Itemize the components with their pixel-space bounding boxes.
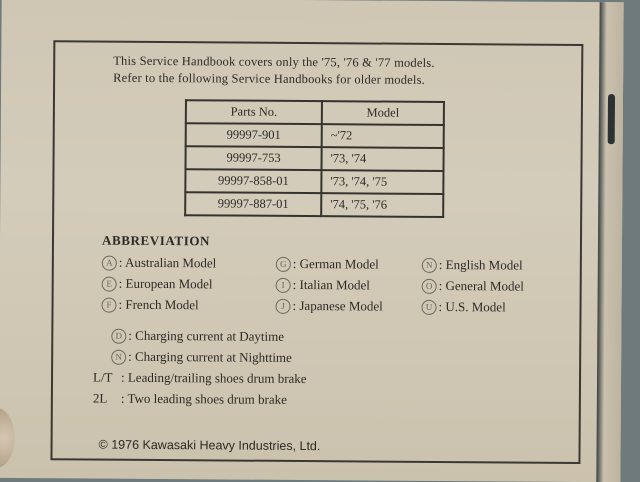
- circled-letter-icon: F: [101, 298, 116, 313]
- code-item: [102, 276, 213, 293]
- model-cell: '73, '74, '75: [321, 170, 443, 194]
- parts-no-cell: 99997-753: [185, 146, 321, 170]
- intro-line-1: This Service Handbook covers only the '75, '76 & '77 models.: [113, 53, 435, 70]
- code-item: [101, 297, 198, 314]
- table-row: [185, 192, 443, 217]
- note-item: [93, 370, 307, 387]
- code-label: : English Model: [438, 256, 523, 273]
- parts-table: [184, 99, 445, 218]
- code-label: : European Model: [118, 275, 213, 292]
- page-tab: [608, 94, 615, 144]
- content-frame: [50, 40, 583, 464]
- code-label: : U.S. Model: [438, 298, 506, 315]
- circled-letter-icon: E: [102, 277, 117, 292]
- note-item: [111, 349, 292, 366]
- code-label: : General Model: [438, 277, 524, 294]
- header-parts-no: Parts No.: [186, 100, 322, 124]
- note-text: : Charging current at Daytime: [128, 327, 285, 344]
- code-item: [422, 278, 524, 295]
- circled-letter-icon: G: [276, 257, 291, 272]
- code-label: : Australian Model: [118, 254, 217, 271]
- circled-letter-icon: N: [111, 350, 126, 365]
- header-model: Model: [322, 101, 444, 125]
- circled-letter-icon: N: [422, 258, 437, 273]
- code-label: : Italian Model: [292, 276, 371, 293]
- table-row: [185, 169, 443, 194]
- note-text: : Two leading shoes drum brake: [120, 390, 287, 407]
- intro-text: [113, 53, 573, 90]
- table-row: [185, 146, 443, 171]
- note-item: [93, 391, 287, 408]
- note-symbol: 2L: [92, 390, 108, 406]
- copyright-notice: © 1976 Kawasaki Heavy Industries, Ltd.: [98, 437, 321, 454]
- intro-line-2: Refer to the following Service Handbooks for older models.: [113, 70, 426, 87]
- note-text: : Charging current at Nighttime: [128, 348, 292, 365]
- code-label: : French Model: [118, 296, 199, 313]
- model-cell: '74, '75, '76: [321, 193, 443, 217]
- circled-letter-icon: I: [276, 278, 291, 293]
- circled-letter-icon: A: [102, 256, 117, 271]
- note-symbol: L/T: [92, 369, 113, 385]
- table-row: [186, 123, 444, 148]
- circled-letter-icon: O: [422, 279, 437, 294]
- code-item: [102, 255, 217, 272]
- abbreviation-title: ABBREVIATION: [101, 232, 211, 249]
- model-cell: '73, '74: [321, 147, 443, 171]
- thumb: [0, 408, 15, 468]
- code-label: : Japanese Model: [292, 297, 383, 314]
- code-item: [422, 257, 523, 274]
- parts-no-cell: 99997-887-01: [185, 192, 321, 216]
- code-item: [421, 299, 505, 316]
- note-text: : Leading/trailing shoes drum brake: [120, 369, 307, 387]
- circled-letter-icon: J: [275, 299, 290, 314]
- circled-letter-icon: D: [111, 329, 126, 344]
- table-header-row: [186, 100, 444, 125]
- code-label: : German Model: [292, 255, 379, 272]
- circled-letter-icon: U: [421, 300, 436, 315]
- code-item: [275, 298, 382, 315]
- parts-no-cell: 99997-901: [186, 123, 322, 147]
- code-item: [276, 256, 379, 273]
- page-edge: [596, 2, 623, 482]
- code-item: [276, 277, 370, 294]
- parts-no-cell: 99997-858-01: [185, 169, 321, 193]
- note-item: [111, 328, 284, 345]
- model-cell: ~'72: [322, 124, 444, 148]
